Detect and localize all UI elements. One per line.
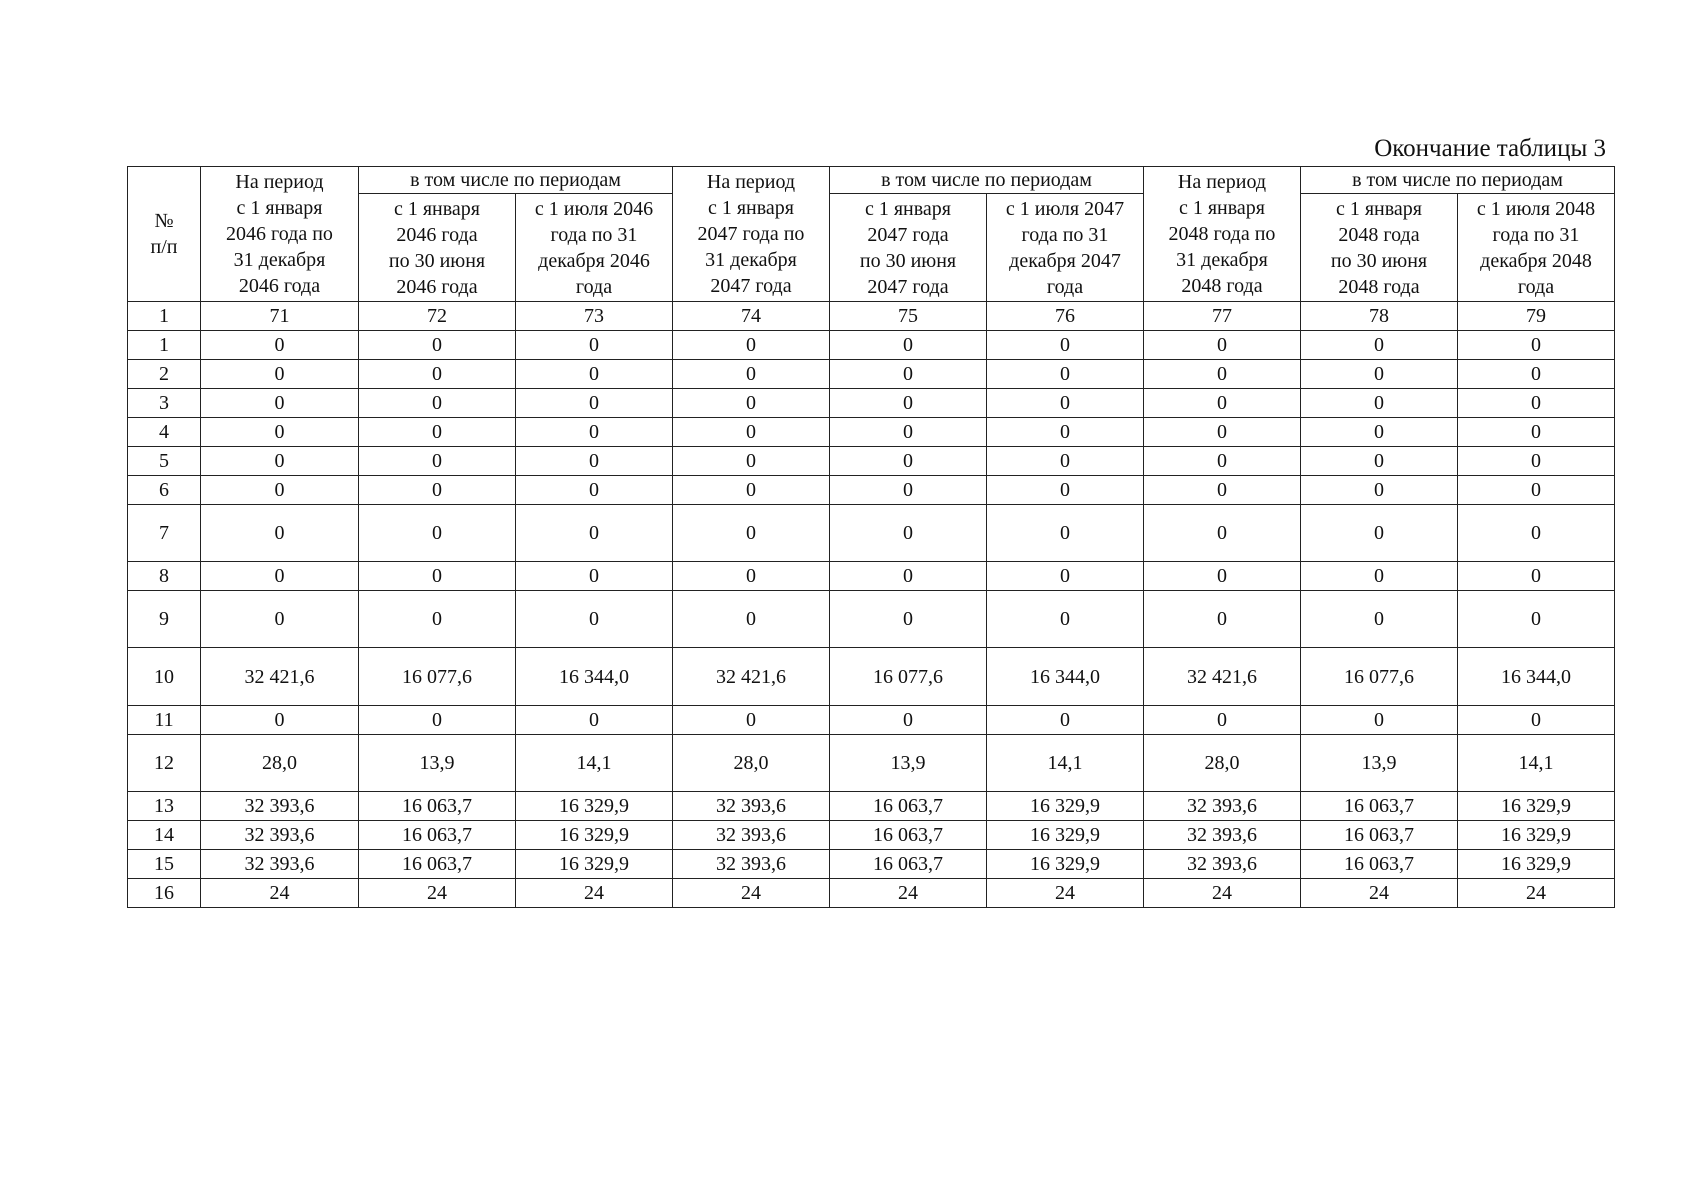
value-cell: 0 — [201, 360, 359, 389]
row-number-cell: 8 — [128, 562, 201, 591]
value-cell: 0 — [516, 562, 673, 591]
value-cell: 0 — [516, 389, 673, 418]
value-cell: 32 393,6 — [201, 792, 359, 821]
table-row — [128, 821, 1615, 850]
value-cell: 16 077,6 — [1301, 648, 1458, 706]
value-cell: 24 — [359, 879, 516, 908]
row-number-cell: 1 — [128, 331, 201, 360]
row-number-cell: 5 — [128, 447, 201, 476]
column-number-cell: 72 — [359, 302, 516, 331]
header-second-half-2047 — [987, 194, 1144, 302]
value-cell: 0 — [359, 418, 516, 447]
value-cell: 32 421,6 — [673, 648, 830, 706]
column-number-cell: 79 — [1458, 302, 1615, 331]
value-cell: 24 — [673, 879, 830, 908]
value-cell: 0 — [201, 706, 359, 735]
value-cell: 16 344,0 — [987, 648, 1144, 706]
column-number-cell: 76 — [987, 302, 1144, 331]
header-period-total-2046-label: На период с 1 января 2046 года по 31 декабря 2046 года — [226, 171, 333, 297]
value-cell: 0 — [1301, 562, 1458, 591]
value-cell: 32 393,6 — [1144, 821, 1301, 850]
header-subperiods-2048: в том числе по периодам — [1301, 167, 1615, 194]
value-cell: 16 063,7 — [830, 850, 987, 879]
value-cell: 32 393,6 — [1144, 850, 1301, 879]
value-cell: 24 — [1458, 879, 1615, 908]
value-cell: 0 — [987, 505, 1144, 562]
value-cell: 14,1 — [987, 735, 1144, 792]
value-cell: 0 — [516, 591, 673, 648]
value-cell: 0 — [987, 447, 1144, 476]
header-period-total-2047 — [673, 167, 830, 302]
value-cell: 16 329,9 — [516, 821, 673, 850]
value-cell: 32 421,6 — [201, 648, 359, 706]
value-cell: 16 344,0 — [516, 648, 673, 706]
value-cell: 0 — [1458, 562, 1615, 591]
column-number-cell: 77 — [1144, 302, 1301, 331]
row-number-cell: 7 — [128, 505, 201, 562]
table-row — [128, 418, 1615, 447]
value-cell: 24 — [987, 879, 1144, 908]
value-cell: 0 — [673, 505, 830, 562]
value-cell: 0 — [1144, 591, 1301, 648]
value-cell: 0 — [830, 505, 987, 562]
value-cell: 0 — [516, 706, 673, 735]
value-cell: 0 — [1144, 476, 1301, 505]
table-row — [128, 735, 1615, 792]
header-number-label: № п/п — [150, 210, 178, 258]
value-cell: 13,9 — [359, 735, 516, 792]
value-cell: 24 — [830, 879, 987, 908]
value-cell: 0 — [830, 447, 987, 476]
table-row — [128, 447, 1615, 476]
value-cell: 0 — [1458, 360, 1615, 389]
row-number-cell: 4 — [128, 418, 201, 447]
table-row — [128, 476, 1615, 505]
value-cell: 0 — [673, 706, 830, 735]
row-number-cell: 3 — [128, 389, 201, 418]
header-first-half-2046 — [359, 194, 516, 302]
value-cell: 0 — [1458, 476, 1615, 505]
value-cell: 0 — [359, 389, 516, 418]
value-cell: 14,1 — [1458, 735, 1615, 792]
value-cell: 16 063,7 — [1301, 821, 1458, 850]
value-cell: 0 — [673, 418, 830, 447]
value-cell: 16 329,9 — [516, 792, 673, 821]
value-cell: 32 393,6 — [673, 821, 830, 850]
value-cell: 0 — [1144, 706, 1301, 735]
value-cell: 0 — [359, 706, 516, 735]
value-cell: 0 — [830, 331, 987, 360]
value-cell: 0 — [1144, 360, 1301, 389]
column-number-cell: 78 — [1301, 302, 1458, 331]
value-cell: 0 — [516, 476, 673, 505]
value-cell: 0 — [516, 505, 673, 562]
value-cell: 0 — [1458, 706, 1615, 735]
table-row — [128, 648, 1615, 706]
value-cell: 0 — [673, 476, 830, 505]
value-cell: 24 — [201, 879, 359, 908]
value-cell: 16 063,7 — [1301, 792, 1458, 821]
value-cell: 0 — [673, 447, 830, 476]
value-cell: 0 — [830, 706, 987, 735]
value-cell: 32 421,6 — [1144, 648, 1301, 706]
header-second-half-2048-label: с 1 июля 2048 года по 31 декабря 2048 года — [1476, 197, 1596, 298]
value-cell: 16 077,6 — [830, 648, 987, 706]
header-first-half-2046-label: с 1 января 2046 года по 30 июня 2046 года — [388, 197, 486, 298]
data-table — [127, 166, 1615, 908]
value-cell: 16 344,0 — [1458, 648, 1615, 706]
value-cell: 16 063,7 — [830, 792, 987, 821]
value-cell: 0 — [987, 389, 1144, 418]
table-row — [128, 331, 1615, 360]
value-cell: 16 329,9 — [1458, 821, 1615, 850]
header-first-half-2047-label: с 1 января 2047 года по 30 июня 2047 года — [859, 197, 957, 298]
header-second-half-2048 — [1458, 194, 1615, 302]
value-cell: 0 — [201, 389, 359, 418]
value-cell: 0 — [359, 562, 516, 591]
row-number-cell: 15 — [128, 850, 201, 879]
row-number-cell: 2 — [128, 360, 201, 389]
value-cell: 0 — [1301, 418, 1458, 447]
value-cell: 0 — [201, 447, 359, 476]
value-cell: 0 — [830, 360, 987, 389]
value-cell: 0 — [1144, 562, 1301, 591]
header-number-cell — [128, 167, 201, 302]
value-cell: 0 — [673, 389, 830, 418]
value-cell: 0 — [1301, 331, 1458, 360]
header-period-total-2047-label: На период с 1 января 2047 года по 31 декабря 2047 года — [697, 171, 805, 297]
column-number-cell: 73 — [516, 302, 673, 331]
value-cell: 0 — [987, 591, 1144, 648]
header-subperiods-2046: в том числе по периодам — [359, 167, 673, 194]
value-cell: 0 — [1458, 591, 1615, 648]
value-cell: 0 — [830, 389, 987, 418]
value-cell: 0 — [1144, 505, 1301, 562]
value-cell: 0 — [1458, 418, 1615, 447]
value-cell: 24 — [1301, 879, 1458, 908]
value-cell: 32 393,6 — [673, 792, 830, 821]
value-cell: 0 — [1301, 706, 1458, 735]
value-cell: 0 — [1301, 476, 1458, 505]
header-period-total-2046 — [201, 167, 359, 302]
value-cell: 0 — [1144, 418, 1301, 447]
value-cell: 0 — [1458, 505, 1615, 562]
row-number-cell: 9 — [128, 591, 201, 648]
header-first-half-2048-label: с 1 января 2048 года по 30 июня 2048 года — [1330, 197, 1428, 298]
value-cell: 0 — [1458, 389, 1615, 418]
value-cell: 28,0 — [673, 735, 830, 792]
value-cell: 32 393,6 — [673, 850, 830, 879]
value-cell: 0 — [987, 706, 1144, 735]
value-cell: 0 — [1144, 331, 1301, 360]
table-row — [128, 360, 1615, 389]
column-number-cell: 1 — [128, 302, 201, 331]
value-cell: 0 — [201, 331, 359, 360]
value-cell: 0 — [987, 360, 1144, 389]
header-period-total-2048 — [1144, 167, 1301, 302]
value-cell: 0 — [1144, 447, 1301, 476]
value-cell: 0 — [987, 476, 1144, 505]
value-cell: 28,0 — [1144, 735, 1301, 792]
row-number-cell: 6 — [128, 476, 201, 505]
value-cell: 0 — [359, 447, 516, 476]
value-cell: 0 — [1144, 389, 1301, 418]
header-first-half-2048 — [1301, 194, 1458, 302]
value-cell: 0 — [830, 476, 987, 505]
value-cell: 16 063,7 — [1301, 850, 1458, 879]
value-cell: 0 — [516, 447, 673, 476]
value-cell: 0 — [359, 505, 516, 562]
value-cell: 0 — [673, 360, 830, 389]
table-row — [128, 389, 1615, 418]
value-cell: 16 329,9 — [1458, 792, 1615, 821]
value-cell: 16 329,9 — [987, 792, 1144, 821]
value-cell: 0 — [1301, 591, 1458, 648]
table-row — [128, 792, 1615, 821]
table-row — [128, 591, 1615, 648]
value-cell: 24 — [1144, 879, 1301, 908]
value-cell: 0 — [201, 505, 359, 562]
value-cell: 0 — [516, 331, 673, 360]
header-subperiods-2047: в том числе по периодам — [830, 167, 1144, 194]
row-number-cell: 16 — [128, 879, 201, 908]
column-number-cell: 74 — [673, 302, 830, 331]
header-period-total-2048-label: На период с 1 января 2048 года по 31 декабря 2048 года — [1168, 171, 1276, 297]
value-cell: 0 — [201, 591, 359, 648]
row-number-cell: 13 — [128, 792, 201, 821]
value-cell: 0 — [1301, 389, 1458, 418]
value-cell: 0 — [359, 591, 516, 648]
header-first-half-2047 — [830, 194, 987, 302]
value-cell: 0 — [201, 476, 359, 505]
value-cell: 0 — [1458, 447, 1615, 476]
row-number-cell: 12 — [128, 735, 201, 792]
value-cell: 16 063,7 — [359, 792, 516, 821]
value-cell: 32 393,6 — [1144, 792, 1301, 821]
value-cell: 13,9 — [830, 735, 987, 792]
value-cell: 0 — [673, 591, 830, 648]
value-cell: 24 — [516, 879, 673, 908]
table-body — [128, 167, 1615, 908]
value-cell: 0 — [359, 360, 516, 389]
table-row — [128, 850, 1615, 879]
value-cell: 0 — [201, 562, 359, 591]
value-cell: 0 — [987, 418, 1144, 447]
row-number-cell: 14 — [128, 821, 201, 850]
table-row — [128, 879, 1615, 908]
value-cell: 0 — [830, 591, 987, 648]
value-cell: 0 — [673, 562, 830, 591]
value-cell: 0 — [987, 562, 1144, 591]
value-cell: 0 — [1458, 331, 1615, 360]
value-cell: 0 — [1301, 360, 1458, 389]
row-number-cell: 10 — [128, 648, 201, 706]
value-cell: 14,1 — [516, 735, 673, 792]
value-cell: 0 — [673, 331, 830, 360]
header-second-half-2046 — [516, 194, 673, 302]
column-number-row — [128, 302, 1615, 331]
value-cell: 0 — [359, 331, 516, 360]
table-caption: Окончание таблицы 3 — [1374, 135, 1606, 162]
header-second-half-2046-label: с 1 июля 2046 года по 31 декабря 2046 года — [534, 197, 654, 298]
column-number-cell: 75 — [830, 302, 987, 331]
header-row-groups — [128, 167, 1615, 194]
value-cell: 16 329,9 — [1458, 850, 1615, 879]
value-cell: 16 077,6 — [359, 648, 516, 706]
value-cell: 0 — [830, 562, 987, 591]
value-cell: 0 — [201, 418, 359, 447]
table-row — [128, 562, 1615, 591]
column-number-cell: 71 — [201, 302, 359, 331]
table-row — [128, 706, 1615, 735]
value-cell: 16 329,9 — [516, 850, 673, 879]
value-cell: 0 — [987, 331, 1144, 360]
value-cell: 0 — [516, 360, 673, 389]
value-cell: 16 063,7 — [830, 821, 987, 850]
value-cell: 16 329,9 — [987, 850, 1144, 879]
table-row — [128, 505, 1615, 562]
value-cell: 0 — [516, 418, 673, 447]
value-cell: 0 — [830, 418, 987, 447]
value-cell: 32 393,6 — [201, 850, 359, 879]
value-cell: 0 — [1301, 447, 1458, 476]
value-cell: 0 — [1301, 505, 1458, 562]
value-cell: 13,9 — [1301, 735, 1458, 792]
value-cell: 16 063,7 — [359, 821, 516, 850]
value-cell: 28,0 — [201, 735, 359, 792]
row-number-cell: 11 — [128, 706, 201, 735]
value-cell: 16 063,7 — [359, 850, 516, 879]
header-second-half-2047-label: с 1 июля 2047 года по 31 декабря 2047 года — [1005, 197, 1125, 298]
value-cell: 16 329,9 — [987, 821, 1144, 850]
value-cell: 0 — [359, 476, 516, 505]
value-cell: 32 393,6 — [201, 821, 359, 850]
